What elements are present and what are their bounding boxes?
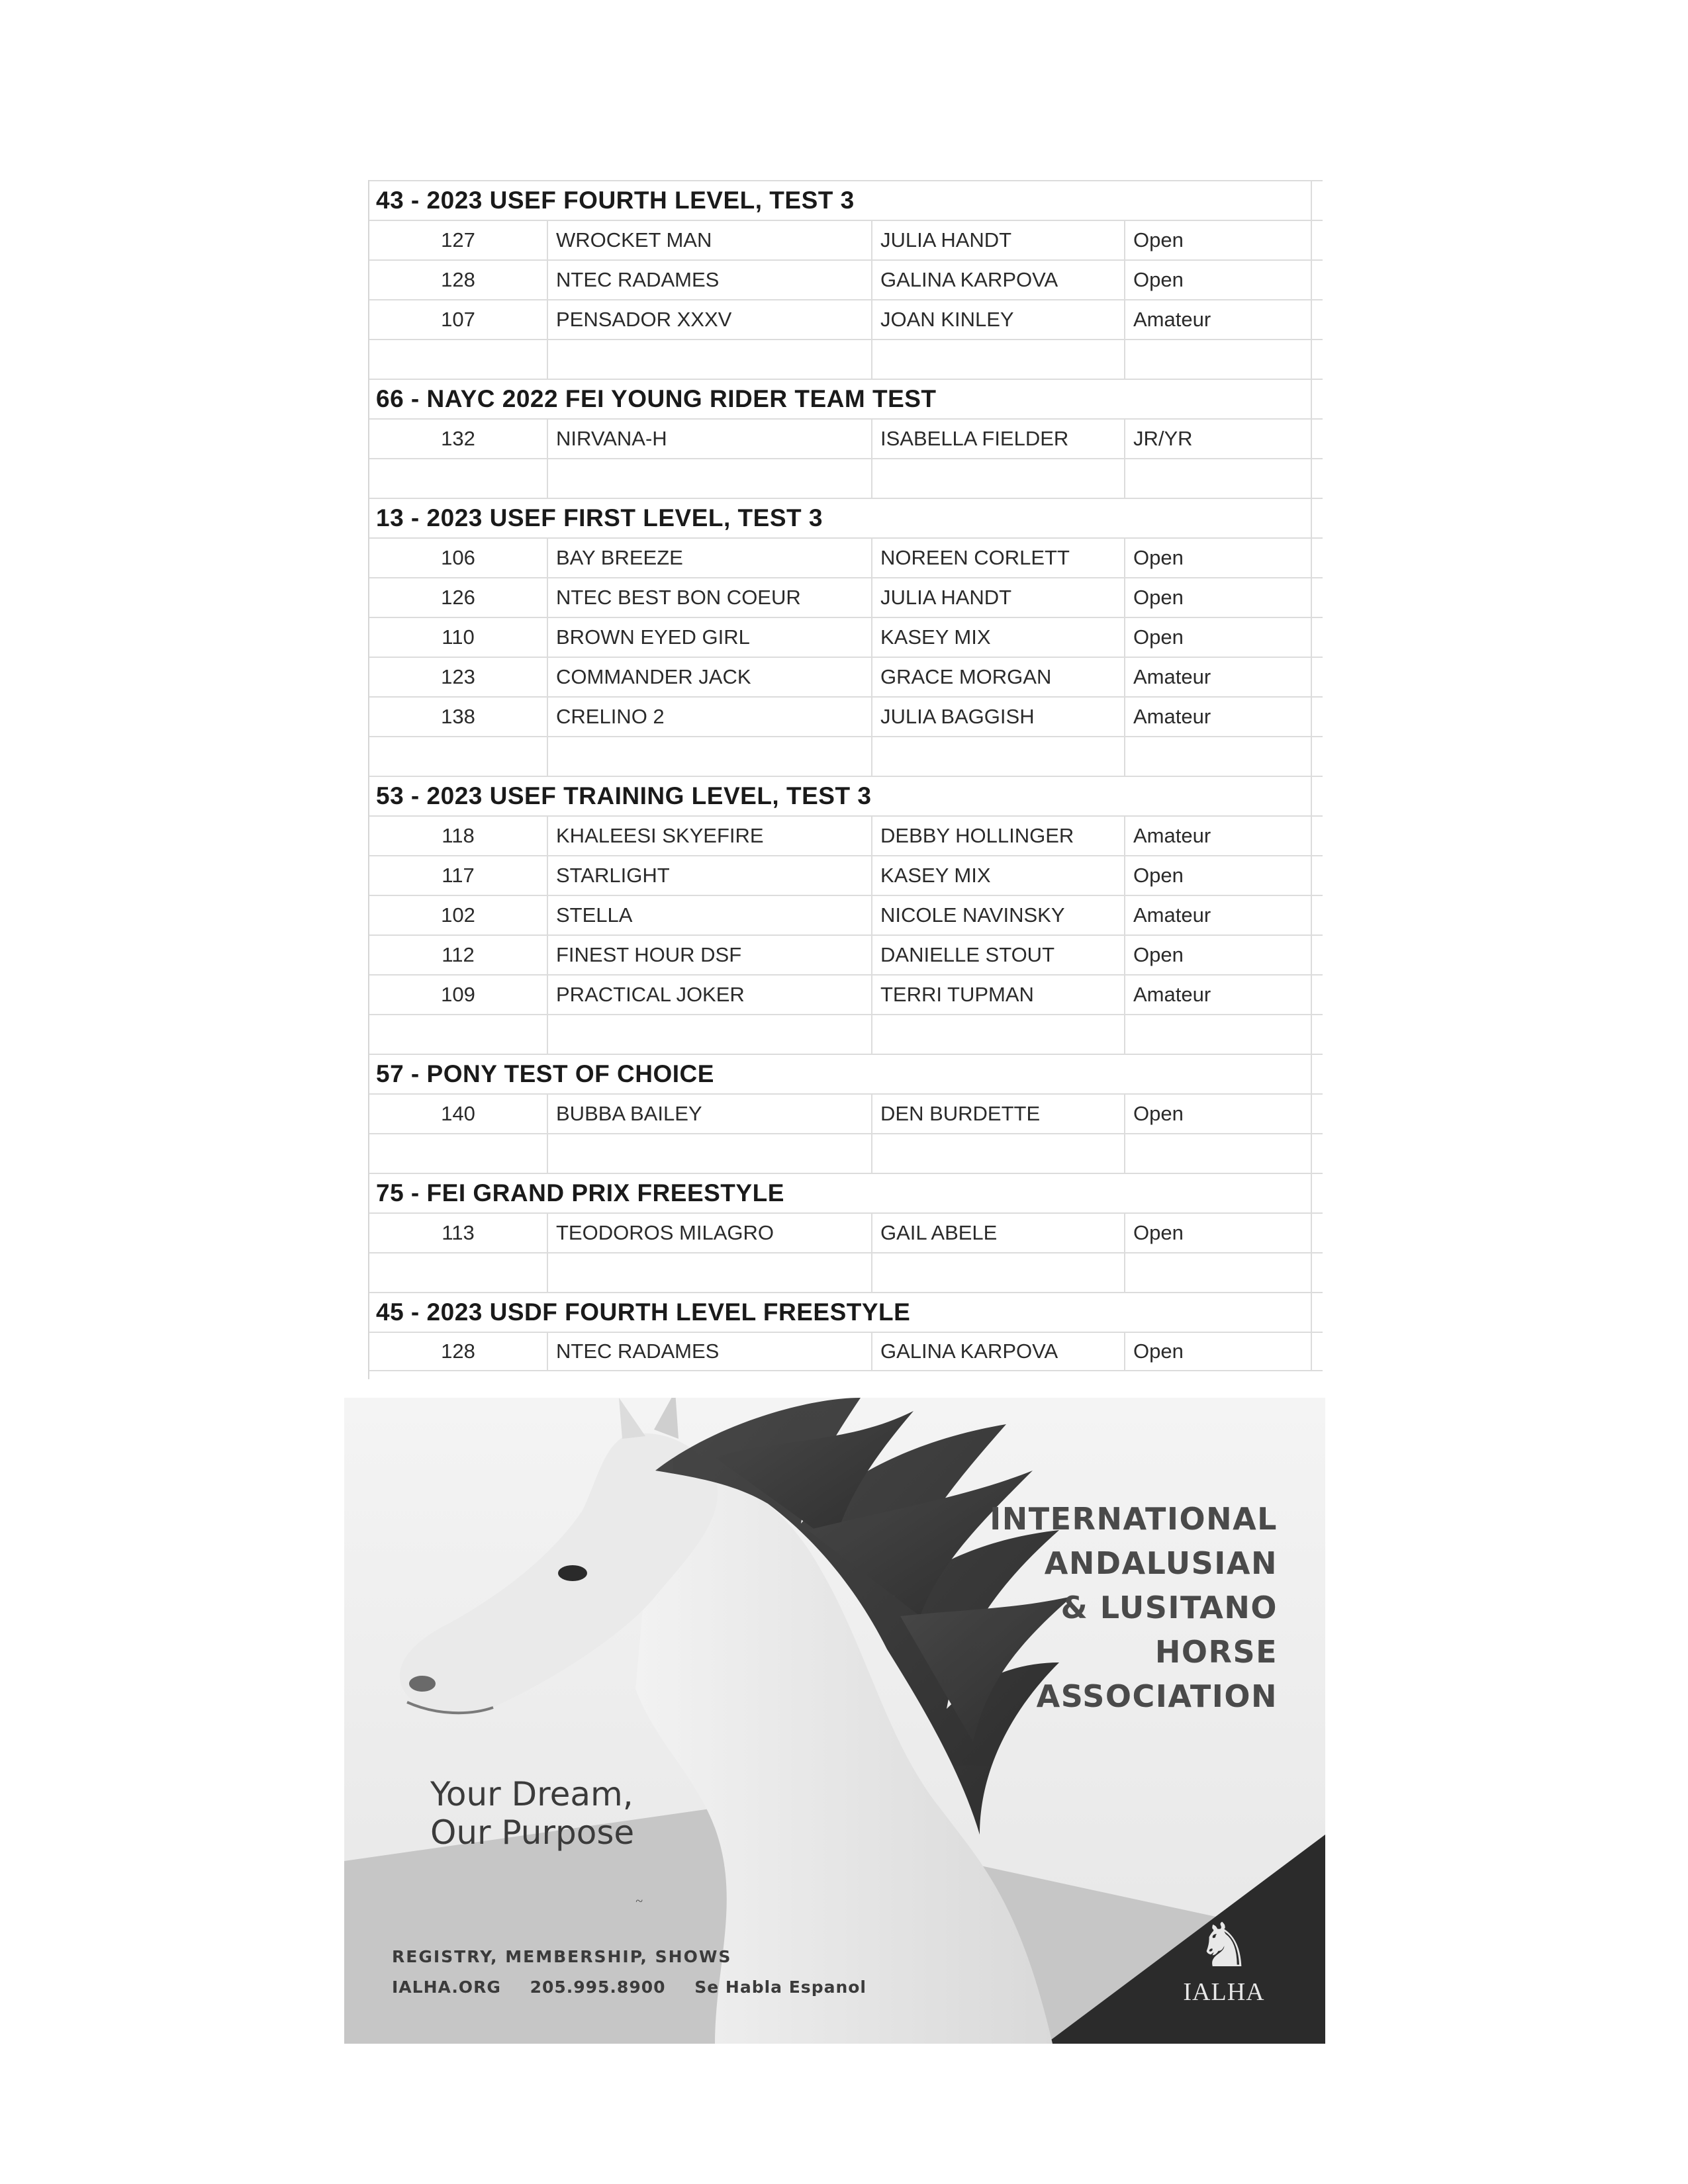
org-line: INTERNATIONAL <box>990 1501 1278 1537</box>
horse-name: NIRVANA-H <box>556 427 667 450</box>
table-row <box>369 657 1323 696</box>
section-header <box>369 180 1323 220</box>
division: Open <box>1133 625 1184 649</box>
spanish-note: Se Habla Espanol <box>694 1978 867 1997</box>
division: Amateur <box>1133 824 1211 847</box>
entry-number: 140 <box>441 1102 475 1125</box>
division: Open <box>1133 228 1184 251</box>
division: Amateur <box>1133 705 1211 728</box>
blank-row <box>369 1133 1323 1173</box>
horse-name: FINEST HOUR DSF <box>556 943 742 966</box>
blank-row <box>369 736 1323 776</box>
entry-number: 117 <box>442 864 475 887</box>
section-title: 66 - NAYC 2022 FEI YOUNG RIDER TEAM TEST <box>376 385 937 412</box>
section-header <box>369 498 1323 537</box>
rider-name: JOAN KINLEY <box>880 308 1014 331</box>
horse-name: TEODOROS MILAGRO <box>556 1221 774 1244</box>
phone-number: 205.995.8900 <box>530 1978 666 1997</box>
rider-name: KASEY MIX <box>880 625 991 649</box>
table-row <box>369 855 1323 895</box>
rider-name: NICOLE NAVINSKY <box>880 903 1065 927</box>
rider-name: JULIA HANDT <box>880 228 1012 251</box>
rider-name: GAIL ABELE <box>880 1221 998 1244</box>
division: JR/YR <box>1133 427 1193 450</box>
entry-number: 102 <box>441 903 475 927</box>
table-row <box>369 537 1323 577</box>
contact-line <box>392 1978 889 1997</box>
ialha-logo <box>1174 1914 1274 2007</box>
rider-name: DEBBY HOLLINGER <box>880 824 1074 847</box>
horse-name: NTEC RADAMES <box>556 268 720 291</box>
rider-name: TERRI TUPMAN <box>880 983 1034 1006</box>
division: Open <box>1133 1102 1184 1125</box>
rider-name: JULIA BAGGISH <box>880 705 1035 728</box>
entry-number: 118 <box>442 824 475 847</box>
division: Amateur <box>1133 903 1211 927</box>
rider-name: DEN BURDETTE <box>880 1102 1041 1125</box>
entry-number: 109 <box>441 983 475 1006</box>
rider-name: NOREEN CORLETT <box>880 546 1070 569</box>
table-row <box>369 934 1323 974</box>
horse-name: KHALEESI SKYEFIRE <box>556 824 764 847</box>
org-line: ASSOCIATION <box>1036 1678 1278 1714</box>
rider-name: GALINA KARPOVA <box>880 268 1058 291</box>
rider-name: JULIA HANDT <box>880 586 1012 609</box>
entry-number: 112 <box>442 943 475 966</box>
organization-name <box>990 1497 1278 1719</box>
entry-number: 106 <box>441 546 475 569</box>
class-schedule-table <box>368 180 1323 1379</box>
horse-name: WROCKET MAN <box>556 228 712 251</box>
division: Open <box>1133 268 1184 291</box>
horse-name: NTEC RADAMES <box>556 1340 720 1363</box>
ialha-advertisement <box>344 1398 1325 2044</box>
horse-name: STELLA <box>556 903 633 927</box>
horse-name: PRACTICAL JOKER <box>556 983 745 1006</box>
horse-name: BROWN EYED GIRL <box>556 625 750 649</box>
section-header <box>369 379 1323 418</box>
photographer-signature: ~ <box>635 1894 643 1909</box>
horse-name: NTEC BEST BON COEUR <box>556 586 801 609</box>
section-title: 45 - 2023 USDF FOURTH LEVEL FREESTYLE <box>376 1298 911 1326</box>
section-title: 57 - PONY TEST OF CHOICE <box>376 1060 714 1087</box>
division: Open <box>1133 864 1184 887</box>
section-title: 75 - FEI GRAND PRIX FREESTYLE <box>376 1179 784 1206</box>
table-row <box>369 974 1323 1014</box>
entry-number: 126 <box>441 586 475 609</box>
section-header <box>369 1292 1323 1332</box>
section-title: 53 - 2023 USEF TRAINING LEVEL, TEST 3 <box>376 782 872 809</box>
division: Amateur <box>1133 665 1211 688</box>
section-title: 43 - 2023 USEF FOURTH LEVEL, TEST 3 <box>376 187 855 214</box>
blank-row <box>369 1252 1323 1292</box>
entry-number: 127 <box>441 228 475 251</box>
table-row <box>369 617 1323 657</box>
blank-row <box>369 458 1323 498</box>
horse-name: BAY BREEZE <box>556 546 683 569</box>
blank-row <box>369 339 1323 379</box>
horse-name: PENSADOR XXXV <box>556 308 732 331</box>
tagline-line: Our Purpose <box>430 1813 635 1852</box>
horse-icon: ♞ <box>1196 1912 1252 1979</box>
rider-name: KASEY MIX <box>880 864 991 887</box>
table-row <box>369 220 1323 259</box>
table-row <box>369 577 1323 617</box>
tagline <box>430 1775 634 1852</box>
section-title: 13 - 2023 USEF FIRST LEVEL, TEST 3 <box>376 504 823 531</box>
table-row <box>369 1332 1323 1371</box>
table-row <box>369 299 1323 339</box>
logo-text: IALHA <box>1183 1978 1265 2006</box>
table-row <box>369 259 1323 299</box>
division: Open <box>1133 586 1184 609</box>
table-row <box>369 1093 1323 1133</box>
rider-name: ISABELLA FIELDER <box>880 427 1069 450</box>
entry-number: 113 <box>442 1221 475 1244</box>
table-row <box>369 815 1323 855</box>
services-text: REGISTRY, MEMBERSHIP, SHOWS <box>392 1947 732 1966</box>
tagline-line: Your Dream, <box>430 1775 633 1813</box>
blank-row <box>369 1014 1323 1054</box>
org-line: HORSE <box>1154 1634 1278 1670</box>
section-header <box>369 1173 1323 1212</box>
rider-name: GRACE MORGAN <box>880 665 1052 688</box>
entry-number: 132 <box>441 427 475 450</box>
entry-number: 128 <box>441 1340 475 1363</box>
website-link[interactable]: IALHA.ORG <box>392 1978 501 1997</box>
entry-number: 123 <box>441 665 475 688</box>
division: Amateur <box>1133 983 1211 1006</box>
rider-name: GALINA KARPOVA <box>880 1340 1058 1363</box>
entry-number: 107 <box>441 308 475 331</box>
rider-name: DANIELLE STOUT <box>880 943 1055 966</box>
section-header <box>369 776 1323 815</box>
table-row <box>369 696 1323 736</box>
division: Amateur <box>1133 308 1211 331</box>
horse-name: CRELINO 2 <box>556 705 665 728</box>
entry-number: 128 <box>441 268 475 291</box>
table-row <box>369 1212 1323 1252</box>
horse-name: STARLIGHT <box>556 864 670 887</box>
entry-number: 138 <box>441 705 475 728</box>
division: Open <box>1133 546 1184 569</box>
org-line: & LUSITANO <box>1060 1590 1278 1625</box>
entry-number: 110 <box>442 625 475 649</box>
horse-name: COMMANDER JACK <box>556 665 751 688</box>
horse-name: BUBBA BAILEY <box>556 1102 702 1125</box>
org-line: ANDALUSIAN <box>1044 1545 1278 1581</box>
table-row <box>369 418 1323 458</box>
section-header <box>369 1054 1323 1093</box>
table-row <box>369 895 1323 934</box>
division: Open <box>1133 1221 1184 1244</box>
division: Open <box>1133 1340 1184 1363</box>
division: Open <box>1133 943 1184 966</box>
